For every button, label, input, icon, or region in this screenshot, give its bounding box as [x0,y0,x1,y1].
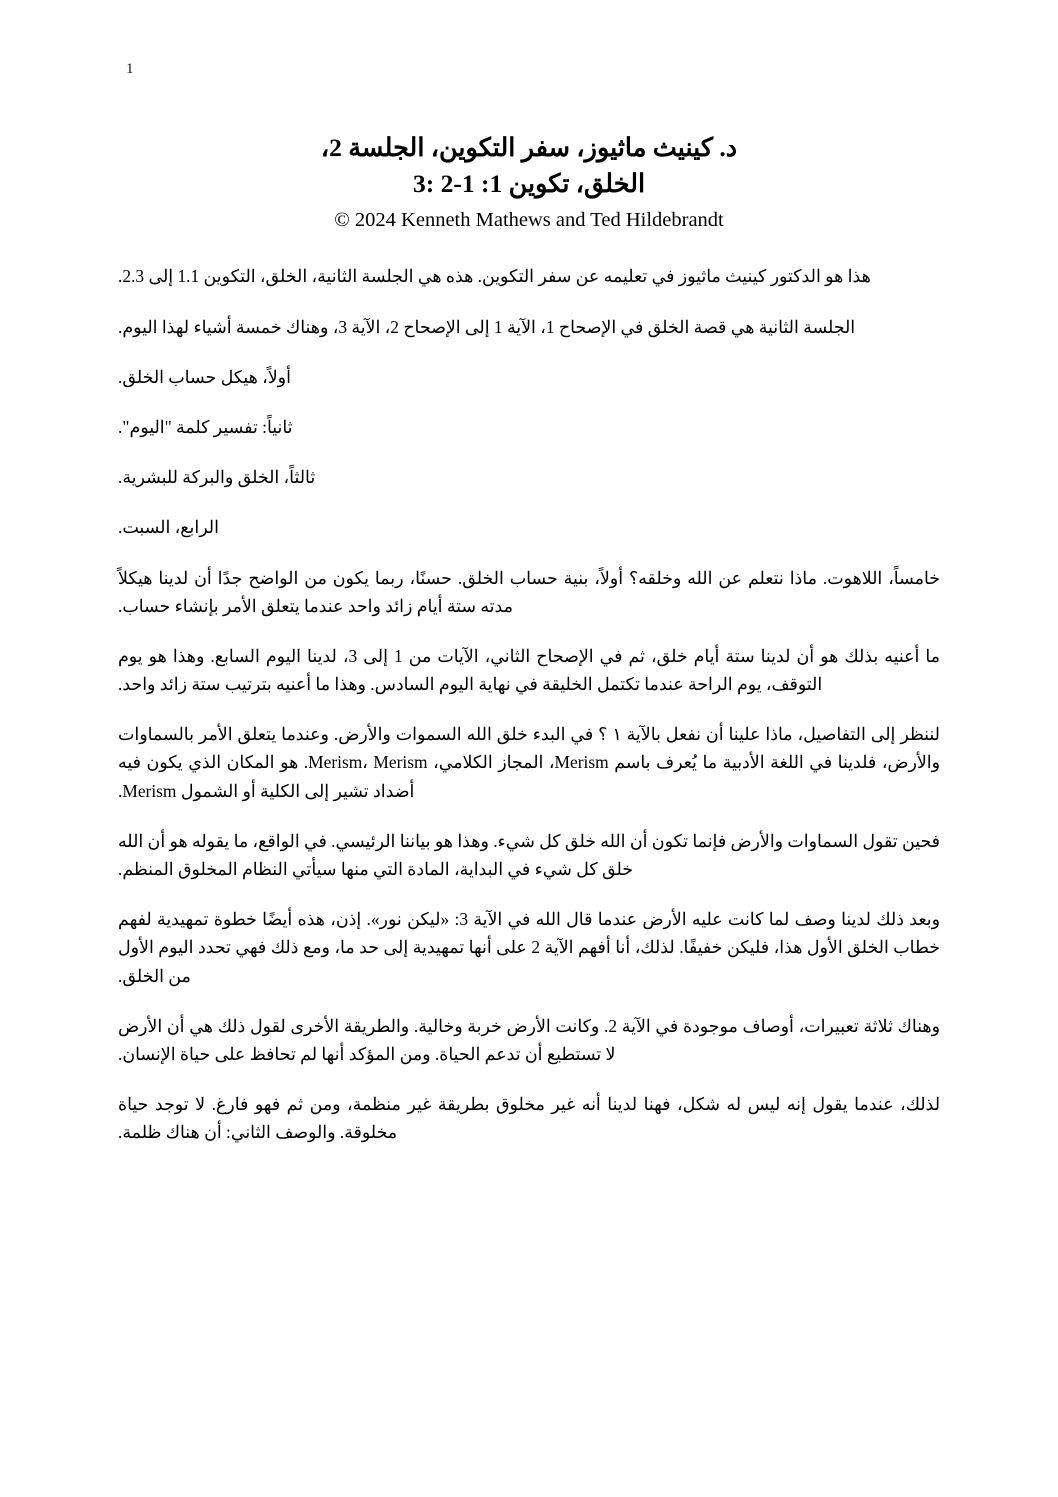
paragraph: الرابع، السبت. [118,517,219,538]
paragraph: فحين تقول السماوات والأرض فإنما تكون أن الله خلق كل شيء. وهذا هو بياننا الرئيسي. في الواقع، ما يقوله هو أن الله خلق كل شيء في البداية، المادة التي منها سيأتي النظام المخلوق المنظم. [117,830,940,880]
page-number: 1 [126,61,134,77]
copyright-line: © 2024 Kenneth Mathews and Ted Hildebrandt [334,209,724,232]
paragraph: لذلك، عندما يقول إنه ليس له شكل، فهنا لدينا أنه غير مخلوق بطريقة غير منظمة، ومن ثم فهو فارغ. لا توجد حياة مخلوقة. والوصف الثاني: أن هناك ظلمة. [118,1094,940,1143]
title-line-2: الخلق، تكوين 1: 1-2 :3 [412,169,646,199]
paragraph: هذا هو الدكتور كينيث ماثيوز في تعليمه عن سفر التكوين. هذه هي الجلسة الثانية، الخلق، التكوين 1.1 إلى 2.3. [118,266,871,287]
paragraph: أولاً، هيكل حساب الخلق. [118,366,291,387]
paragraph: الجلسة الثانية هي قصة الخلق في الإصحاح 1، الآية 1 إلى الإصحاح 2، الآية 3، وهناك خمسة أشياء لهذا اليوم. [118,316,856,337]
paragraph: وهناك ثلاثة تعبيرات، أوصاف موجودة في الآية 2. وكانت الأرض خربة وخالية. والطريقة الأخرى لقول ذلك هي أن الأرض لا تستطيع أن تدعم الحياة. ومن المؤكد أنها لم تحافظ على حياة الإنسان. [118,1015,940,1064]
document-body [118,262,940,1146]
paragraph: خامساً، اللاهوت. ماذا نتعلم عن الله وخلقه؟ أولاً، بنية حساب الخلق. حسنًا، ربما يكون من الواضح جدًا أن لدينا هيكلاً مدته ستة أيام زائد واحد عندما يتعلق الأمر بإنشاء حساب. [118,567,940,616]
title-line-1: د. كينيث ماثيوز، سفر التكوين، الجلسة 2، [320,133,738,162]
paragraph: لننظر إلى التفاصيل، ماذا علينا أن نفعل بالآية ١ ؟ في البدء خلق الله السموات والأرض. وعندما يتعلق الأمر بالسماوات والأرض، فلدينا في اللغة الأدبية ما يُعرف باسم Merism، المجاز الكلامي، Merism، Merism. هو المكان الذي يكون فيه أضداد تشير إلى الكلية أو الشمول Merism. [118,724,940,801]
paragraph: ثانياً: تفسير كلمة "اليوم". [118,416,293,437]
paragraph: ثالثاً، الخلق والبركة للبشرية. [118,467,316,488]
document-title-block [118,130,940,232]
paragraph: ما أعنيه بذلك هو أن لدينا ستة أيام خلق، ثم في الإصحاح الثاني، الآيات من 1 إلى 3، لدينا اليوم السابع. وهذا هو يوم التوقف، يوم الراحة عندما تكتمل الخليقة في نهاية اليوم السادس. وهذا ما أعنيه بترتيب ستة زائد واحد. [118,645,940,695]
paragraph: وبعد ذلك لدينا وصف لما كانت عليه الأرض عندما قال الله في الآية 3: «ليكن نور». إذن، هذه أيضًا خطوة تمهيدية لفهم خطاب الخلق الأول هذا، فليكن خفيفًا. لذلك، أنا أفهم الآية 2 على أنها تمهيدية إلى حد ما، ومع ذلك فهي تحدد اليوم الأول من الخلق. [118,909,941,986]
